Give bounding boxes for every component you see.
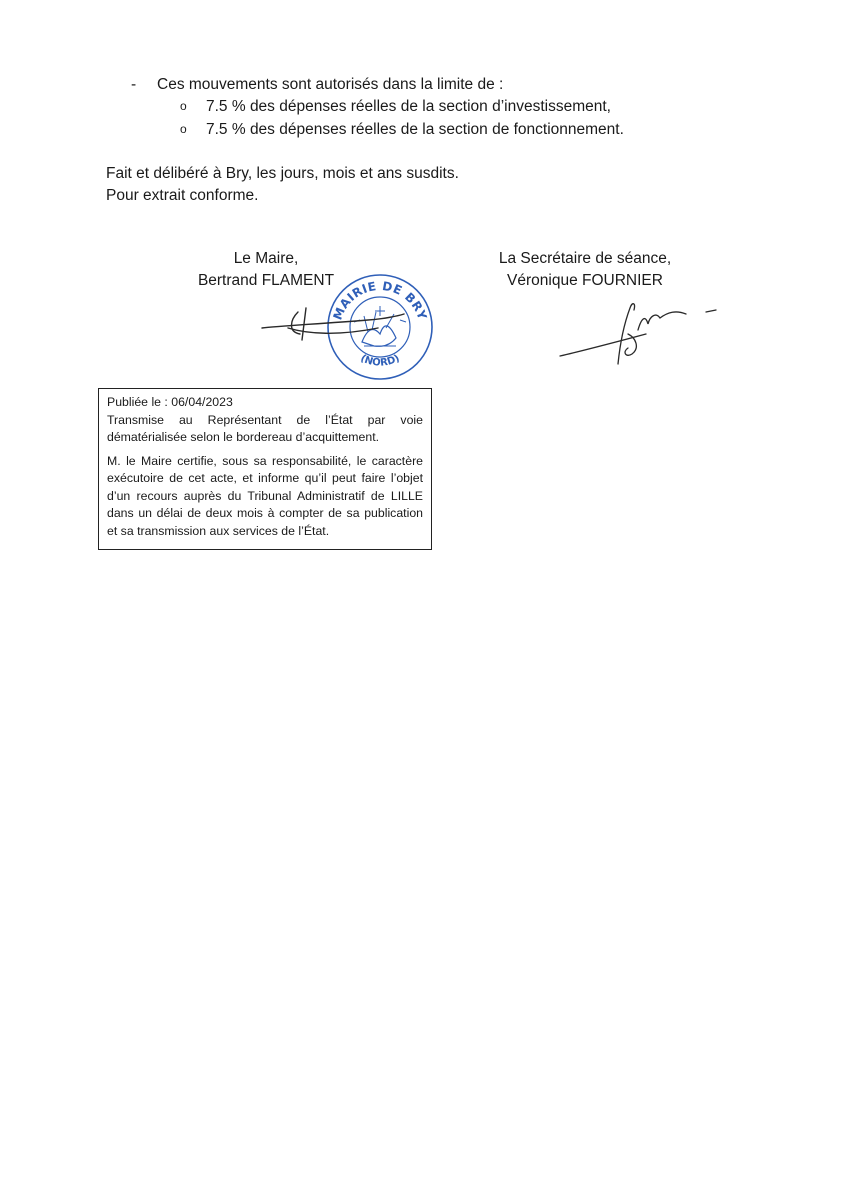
publication-date: Publiée le : 06/04/2023 bbox=[107, 395, 233, 409]
mayor-signature-image bbox=[258, 298, 408, 353]
limits-intro-text: Ces mouvements sont autorisés dans la limite de : bbox=[157, 76, 504, 93]
transmission-note: Transmise au Représentant de l’État par voie dématérialisée selon le bordereau d’acquittement. bbox=[107, 412, 423, 444]
limit-item-text: 7.5 % des dépenses réelles de la section de fonctionnement. bbox=[206, 121, 624, 138]
limit-item-text: 7.5 % des dépenses réelles de la section d’investissement, bbox=[206, 98, 611, 115]
mayor-name: Bertrand FLAMENT bbox=[197, 272, 335, 289]
limit-item-operation bbox=[180, 119, 624, 141]
svg-text:(NORD) bbox=[358, 353, 401, 369]
certification-note: M. le Maire certifie, sous sa responsabilité, le caractère exécutoire de cet acte, et informe qu’il peut faire l’objet d’un recours auprès du Tribunal Administratif de LILLE dans un délai de deux mois à compter de sa publication et sa transmission aux services de l’État. bbox=[107, 453, 423, 538]
secretary-signature-image bbox=[556, 294, 726, 374]
closing-formula bbox=[106, 163, 459, 207]
circle-bullet: o bbox=[180, 99, 187, 113]
circle-bullet: o bbox=[180, 122, 187, 136]
stamp-bottom-text: (NORD) bbox=[358, 353, 402, 369]
publication-notice bbox=[98, 388, 432, 550]
stamp-top-text: MAIRIE DE BRY bbox=[330, 278, 430, 322]
limits-intro bbox=[131, 74, 503, 96]
secretary-signatory bbox=[480, 248, 690, 292]
closing-line-2: Pour extrait conforme. bbox=[106, 187, 259, 204]
secretary-title: La Secrétaire de séance, bbox=[498, 250, 672, 267]
limit-item-investment bbox=[180, 96, 611, 118]
mayor-title: Le Maire, bbox=[233, 250, 299, 267]
secretary-name: Véronique FOURNIER bbox=[507, 272, 663, 289]
closing-line-1: Fait et délibéré à Bry, les jours, mois et ans susdits. bbox=[106, 165, 459, 182]
dash-bullet: - bbox=[131, 76, 137, 93]
